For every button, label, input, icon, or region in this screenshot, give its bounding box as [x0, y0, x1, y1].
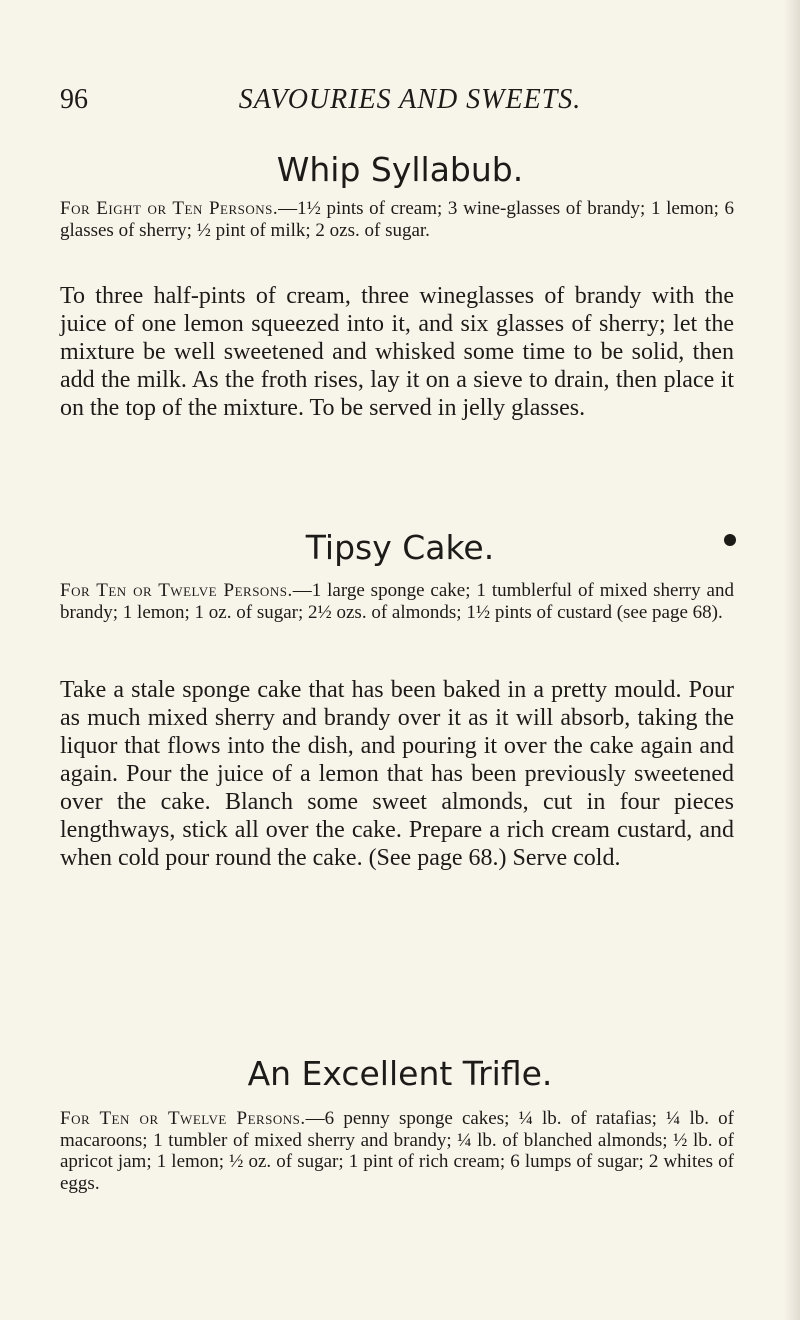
running-head — [60, 84, 760, 124]
ingredients-excellent-trifle — [60, 1108, 734, 1194]
recipe-title-tipsy-cake: Tipsy Cake. — [305, 528, 495, 567]
ink-mark — [724, 534, 736, 546]
method-whip-syllabub: To three half-pints of cream, three wineglasses of brandy with the juice of one lemon squeezed into it, and six glasses of sherry; let the mixture be well sweetened and whisked some time to be solid, then add the milk. As the froth rises, lay it on a sieve to drain, then place it on the top of the mixture. To be served in jelly glasses. — [60, 283, 734, 421]
ingredients-lead: For Eight or Ten Persons. — [60, 198, 279, 219]
ingredients-whip-syllabub — [60, 198, 734, 241]
ingredients-lead: For Ten or Twelve Persons. — [60, 1108, 306, 1129]
header-title: SAVOURIES AND SWEETS. — [238, 84, 582, 115]
ingredients-list: —1 large sponge cake; 1 tumblerful of mixed sherry and brandy; 1 lemon; 1 oz. of sugar; 2½ ozs. of almonds; 1½ pints of custard (see page 68). — [60, 580, 734, 623]
ingredients-lead: For Ten or Twelve Persons. — [60, 580, 293, 601]
ingredients-list: —1½ pints of cream; 3 wine-glasses of brandy; 1 lemon; 6 glasses of sherry; ½ pint of milk; 2 ozs. of sugar. — [60, 198, 734, 241]
ingredients-tipsy-cake — [60, 580, 734, 623]
recipe-title-whip-syllabub: Whip Syllabub. — [276, 150, 524, 189]
ingredients-list: —6 penny sponge cakes; ¼ lb. of ratafias; ¼ lb. of macaroons; 1 tumbler of mixed sherry and brandy; ¼ lb. of blanched almonds; ½ lb. of apricot jam; 1 lemon; ½ oz. of sugar; 1 pint of rich cream; 6 lumps of sugar; 2 whites of eggs. — [60, 1108, 734, 1194]
recipe-title-excellent-trifle: An Excellent Trifle. — [247, 1054, 553, 1093]
page-edge-shadow — [784, 0, 800, 1320]
method-tipsy-cake: Take a stale sponge cake that has been baked in a pretty mould. Pour as much mixed sherry and brandy over it as it will absorb, taking the liquor that flows into the dish, and pouring it over the cake again and again. Pour the juice of a lemon that has been previously sweetened over the cake. Blanch some sweet almonds, cut in four pieces lengthways, stick all over the cake. Prepare a rich cream custard, and when cold pour round the cake. (See page 68.) Serve cold. — [60, 677, 734, 871]
page-number: 96 — [60, 84, 88, 115]
